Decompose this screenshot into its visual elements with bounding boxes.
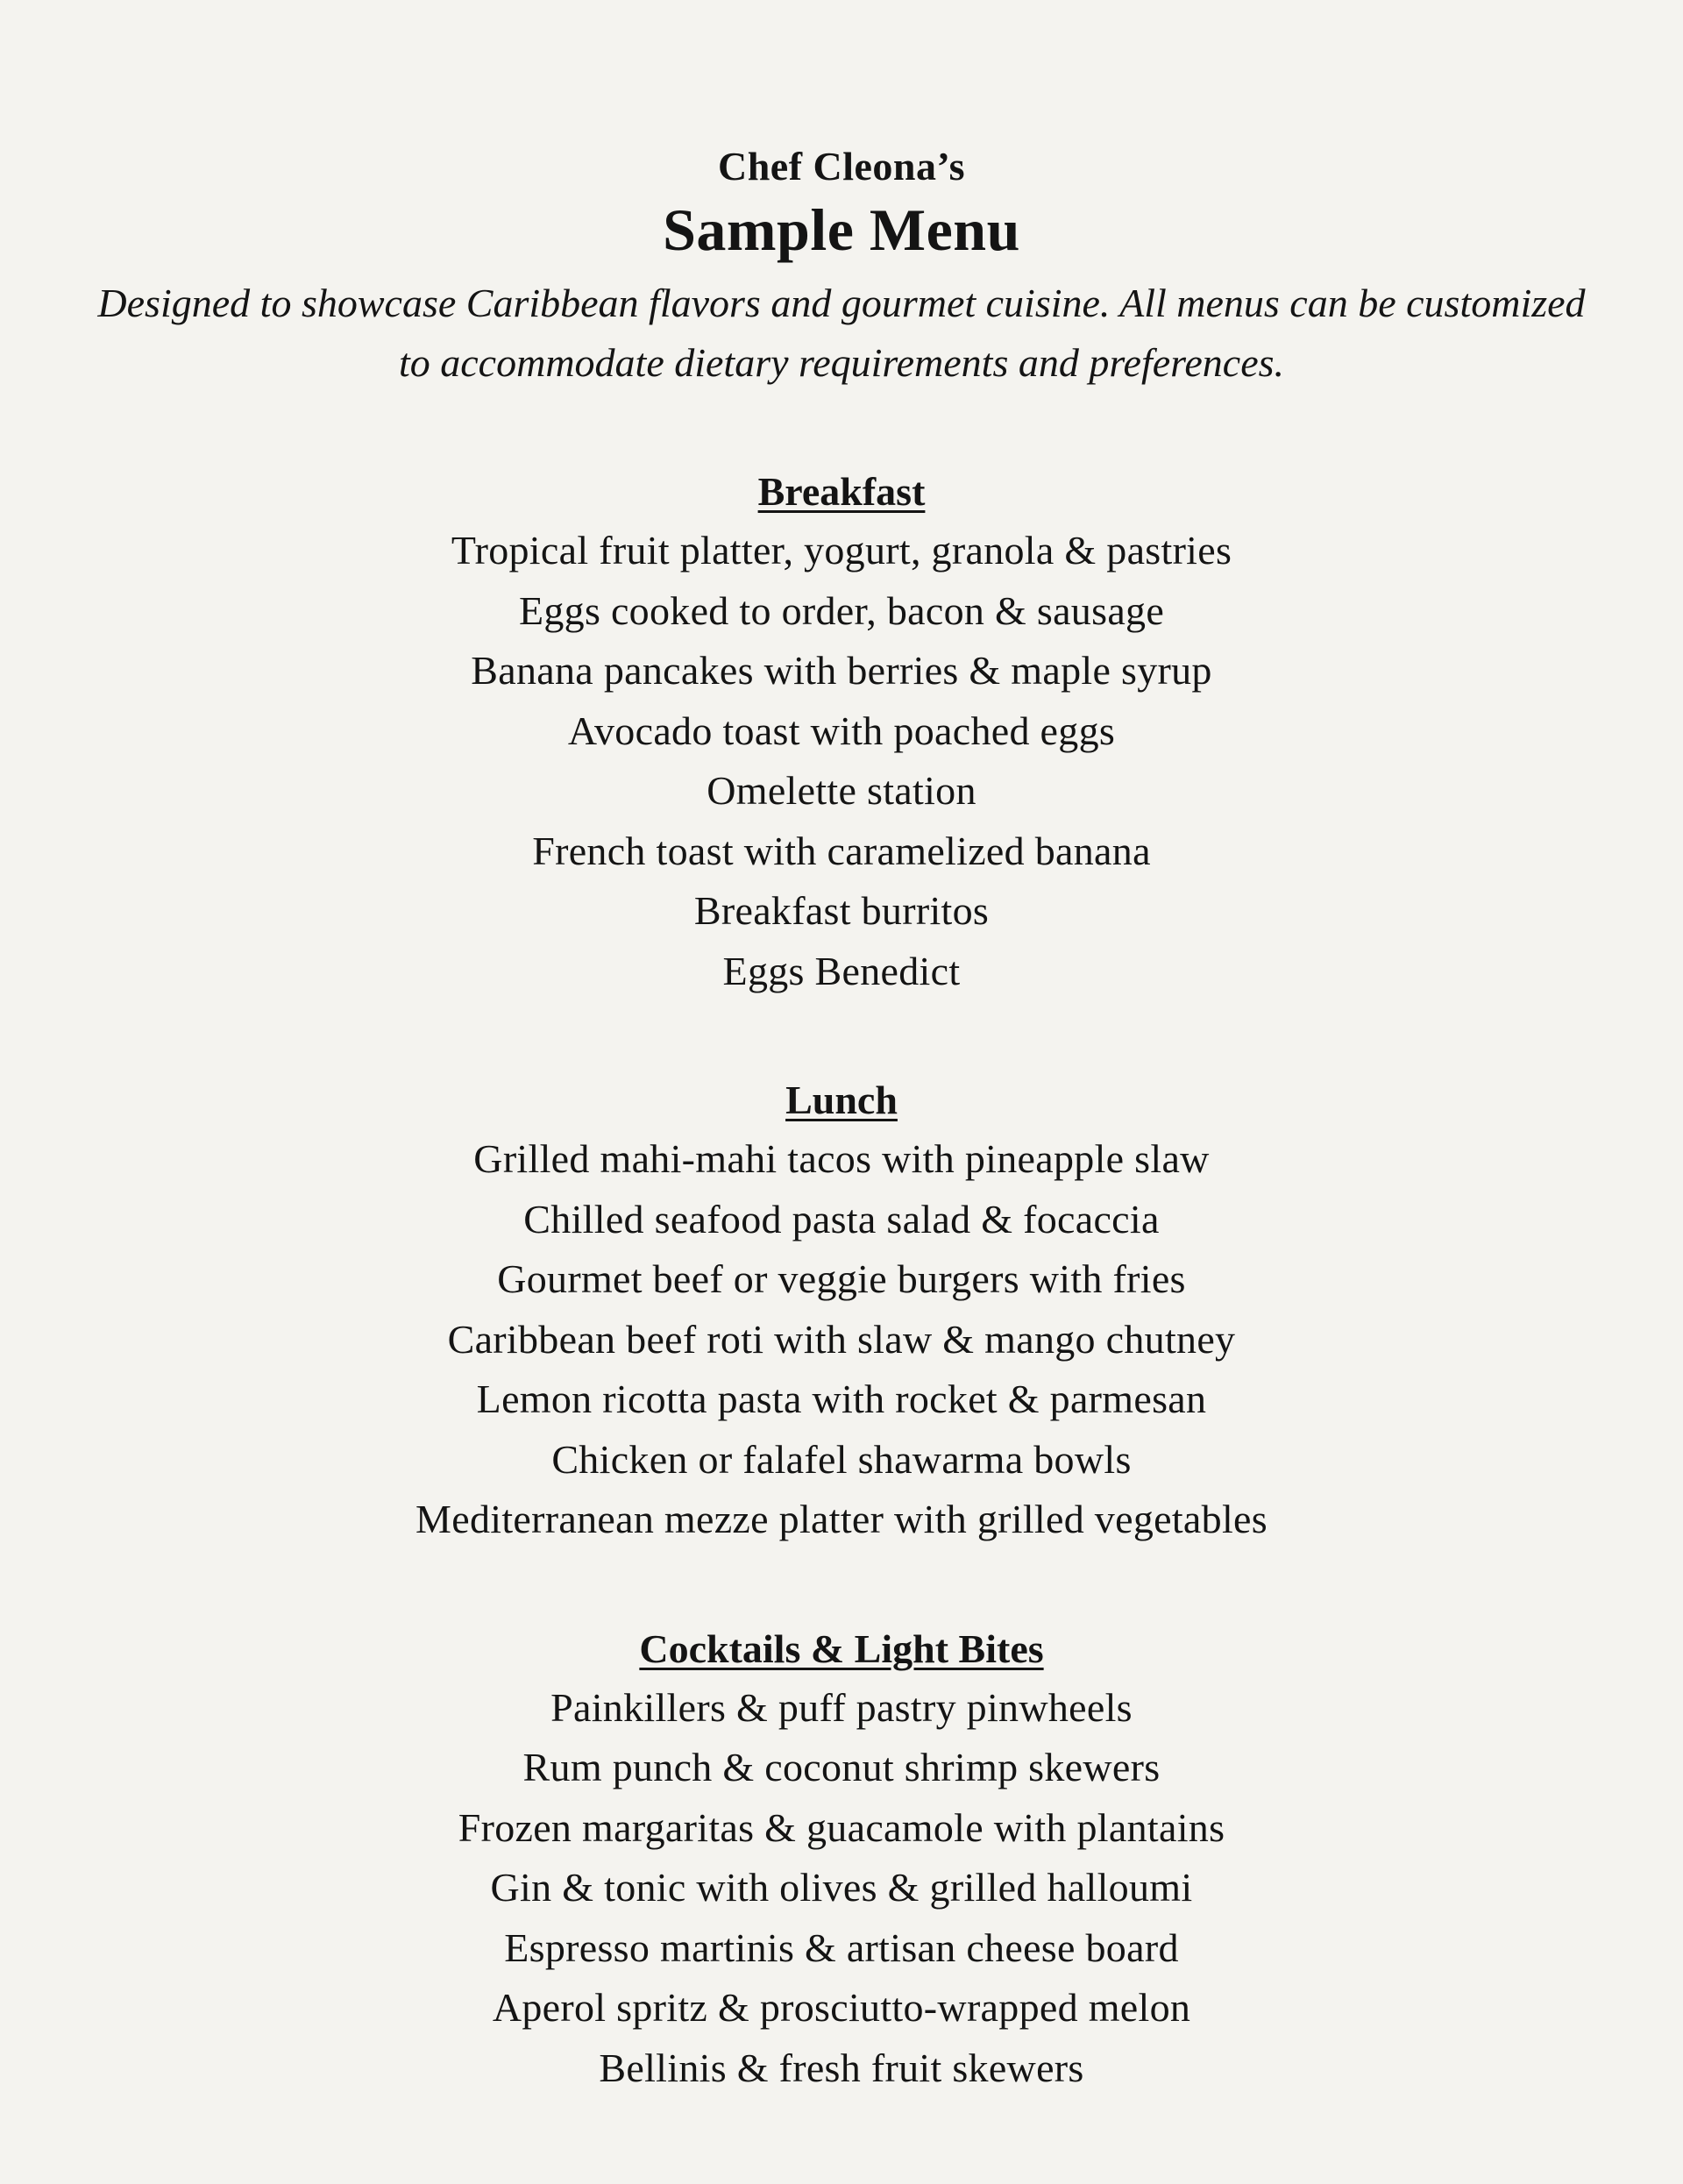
- lunch-section: [0, 1071, 1683, 1550]
- menu-item: Tropical fruit platter, yogurt, granola & pastries: [451, 528, 1232, 573]
- chef-name: Chef Cleona’s: [717, 144, 966, 189]
- menu-item: Bellinis & fresh fruit skewers: [599, 2045, 1084, 2090]
- menu-item: Caribbean beef roti with slaw & mango chutney: [447, 1316, 1236, 1362]
- page-title: Sample Menu: [663, 196, 1020, 263]
- menu-item: Chicken or falafel shawarma bowls: [551, 1436, 1132, 1482]
- menu-item: Painkillers & puff pastry pinwheels: [550, 1684, 1133, 1730]
- menu-description: Designed to showcase Caribbean flavors and gourmet cuisine. All menus can be customized to accommodate dietary requirements and preferences.: [97, 281, 1586, 385]
- menu-item: Mediterranean mezze platter with grilled vegetables: [415, 1497, 1268, 1541]
- menu-item: Espresso martinis & artisan cheese board: [504, 1924, 1179, 1970]
- menu-item: Gourmet beef or veggie burgers with fries: [497, 1256, 1186, 1301]
- section-heading-cocktails: Cocktails & Light Bites: [639, 1626, 1044, 1671]
- menu-item: Rum punch & coconut shrimp skewers: [522, 1745, 1161, 1789]
- section-heading-breakfast: Breakfast: [757, 469, 926, 514]
- section-heading-lunch: Lunch: [785, 1078, 898, 1122]
- cocktails-items: [0, 1678, 1683, 2099]
- menu-item: Eggs Benedict: [722, 948, 961, 993]
- breakfast-items: [0, 521, 1683, 1001]
- menu-header: [0, 140, 1683, 393]
- menu-item: Aperol spritz & prosciutto-wrapped melon: [492, 1985, 1191, 2030]
- menu-item: Gin & tonic with olives & grilled halloumi: [490, 1865, 1193, 1910]
- menu-item: Grilled mahi-mahi tacos with pineapple slaw: [473, 1136, 1210, 1181]
- menu-item: Breakfast burritos: [693, 888, 990, 933]
- breakfast-section: [0, 463, 1683, 1001]
- menu-item: French toast with caramelized banana: [532, 828, 1151, 873]
- cocktails-section: [0, 1620, 1683, 2099]
- menu-item: Omelette station: [707, 768, 976, 813]
- menu-item: Frozen margaritas & guacamole with plantains: [458, 1804, 1225, 1850]
- menu-item: Chilled seafood pasta salad & focaccia: [523, 1196, 1160, 1241]
- menu-item: Lemon ricotta pasta with rocket & parmesan: [476, 1377, 1207, 1421]
- lunch-items: [0, 1129, 1683, 1550]
- menu-item: Banana pancakes with berries & maple syrup: [471, 648, 1212, 693]
- menu-item: Avocado toast with poached eggs: [567, 708, 1116, 753]
- menu-item: Eggs cooked to order, bacon & sausage: [518, 587, 1165, 633]
